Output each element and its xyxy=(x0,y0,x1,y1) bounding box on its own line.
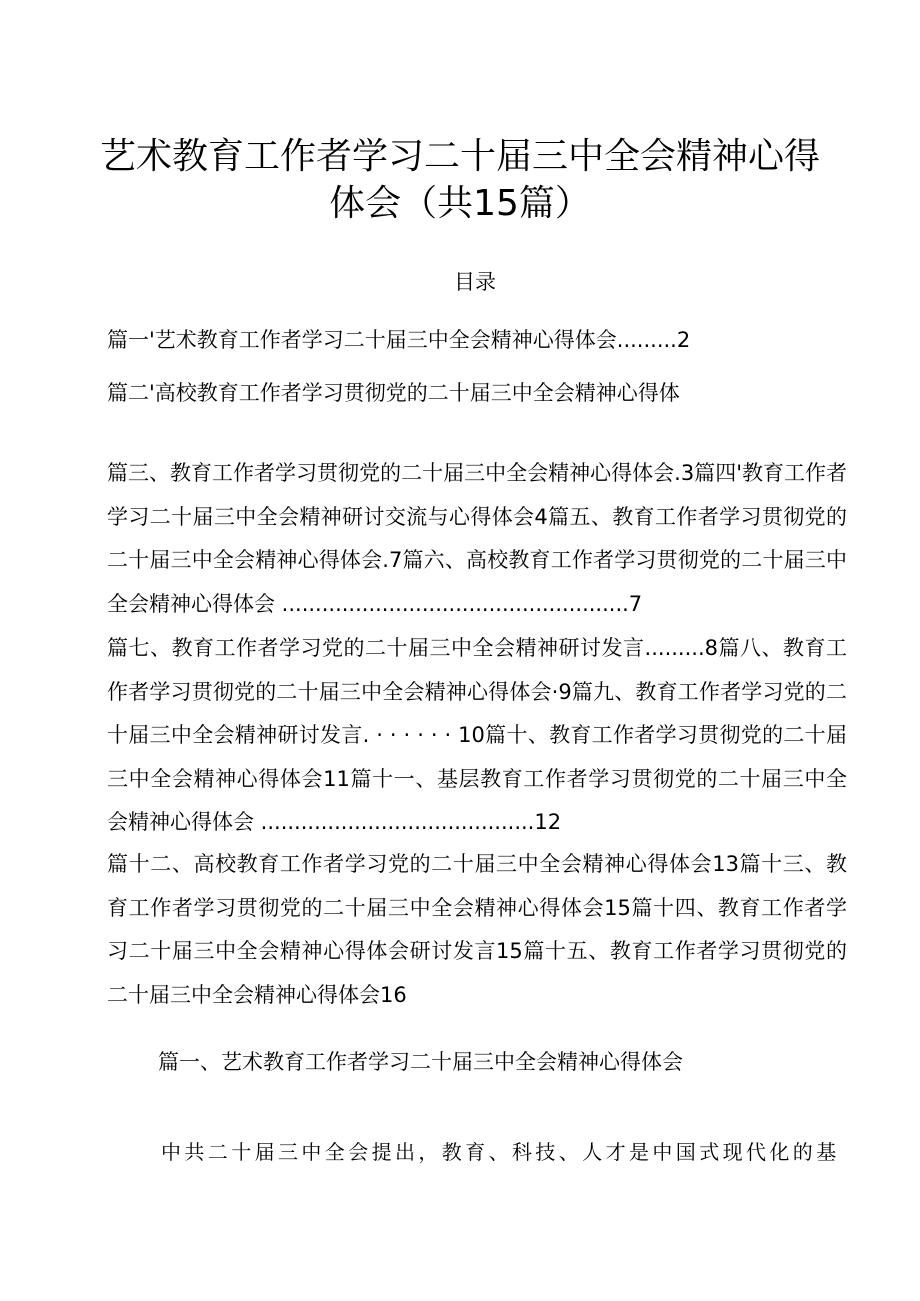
document-title-line-2: 体会（共15篇） xyxy=(329,183,591,224)
toc-heading: 目录 xyxy=(454,270,496,294)
toc-block-1: 篇三、教育工作者学习贯彻党的二十届三中全会精神心得体会.3篇四'教育工作者学习二十届三中全会精神研讨交流与心得体会4篇五、教育工作者学习贯彻党的二十届三中全会精神心得体会.7篇六、高校教育工作者学习贯彻党的二十届三中全会精神心得体会 ....................................................7 xyxy=(107,461,847,616)
document-title-line-1: 艺术教育工作者学习二十届三中全会精神心得 xyxy=(100,136,821,177)
body-paragraph-first-line: 中共二十届三中全会提出，教育、科技、人才是中国式现代化的基 xyxy=(161,1140,840,1164)
toc-block-3: 篇十二、高校教育工作者学习党的二十届三中全会精神心得体会13篇十三、教育工作者学习贯彻党的二十届三中全会精神心得体会15篇十四、教育工作者学习二十届三中全会精神心得体会研讨发言15篇十五、教育工作者学习贯彻党的二十届三中全会精神心得体会16 xyxy=(107,852,847,1007)
toc-entry-2: 篇二'高校教育工作者学习贯彻党的二十届三中全会精神心得体 xyxy=(107,381,680,405)
toc-block-2: 篇七、教育工作者学习党的二十届三中全会精神研讨发言.........8篇八、教育工作者学习贯彻党的二十届三中全会精神心得体会·9篇九、教育工作者学习党的二十届三中全会精神研讨发言. · · · · · · 10篇十、教育工作者学习贯彻党的二十届三中全会精神心得体会11篇十一、基层教育工作者学习贯彻党的二十届三中全会精神心得体会 .........................................12 xyxy=(107,636,847,834)
toc-entry-1: 篇一'艺术教育工作者学习二十届三中全会精神心得体会.........2 xyxy=(107,328,691,352)
section-heading: 篇一、艺术教育工作者学习二十届三中全会精神心得体会 xyxy=(158,1050,683,1074)
